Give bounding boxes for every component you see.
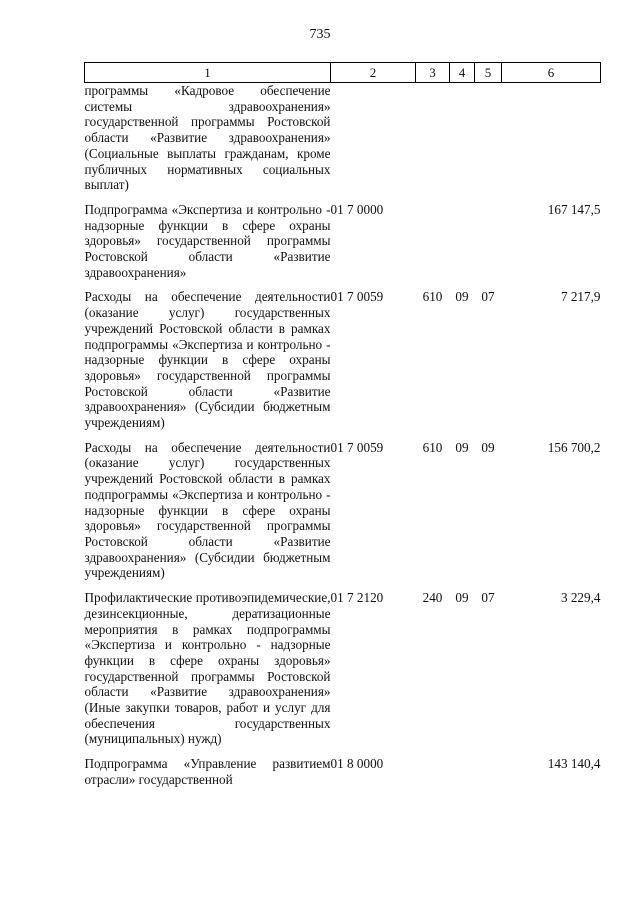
target-code: 01 7 2120	[330, 590, 384, 606]
target-code: 01 7 0059	[330, 289, 384, 305]
item-name: Расходы на обеспечение деятельности (оказание услуг) государственных учреждений Ростовской области в рамках подпрограммы «Экспертиза и контрольно - надзорные функции в сфере охраны здоровья» государственной программы Ростовской области «Развитие здравоохранения» (Субсидии бюджетным учреждениям)	[84, 439, 331, 581]
page-number: 735	[309, 27, 331, 42]
item-name: Профилактические противоэпидемические, дезинсекционные, дератизационные мероприятия в рамках подпрограммы «Экспертиза и контрольно - надзорные функции в сфере охраны здоровья» государственной программы Ростовской области «Развитие здравоохранения» (Иные закупки товаров, работ и услуг для обеспечения государственных (муниципальных) нужд)	[84, 590, 331, 747]
expense-type	[416, 83, 450, 202]
amount: 143 140,4	[547, 756, 601, 772]
amount: 167 147,5	[547, 201, 601, 217]
subsection-code	[475, 83, 502, 202]
expense-type	[416, 756, 450, 796]
header-row	[85, 63, 601, 83]
column-header: 1	[85, 63, 331, 83]
subsection-code: 09	[481, 439, 495, 455]
column-header: 5	[475, 63, 502, 83]
expense-type: 610	[422, 439, 443, 455]
budget-table	[84, 62, 601, 797]
table-row	[85, 756, 601, 796]
table-row	[85, 202, 601, 290]
amount	[502, 83, 601, 202]
expense-type: 240	[422, 590, 443, 606]
item-name: Подпрограмма «Экспертиза и контрольно - надзорные функции в сфере охраны здоровья» государственной программы Ростовской области «Развитие здравоохранения»	[84, 201, 331, 280]
section-code: 09	[455, 289, 469, 305]
section-code	[450, 202, 475, 290]
amount: 7 217,9	[560, 289, 601, 305]
table-row	[85, 83, 601, 202]
table-row	[85, 590, 601, 756]
target-code: 01 7 0000	[330, 201, 384, 217]
table-row	[85, 289, 601, 439]
column-header: 3	[416, 63, 450, 83]
item-name: Подпрограмма «Управление развитием отрасли» государственной	[84, 756, 331, 787]
section-code: 09	[455, 439, 469, 455]
column-header: 6	[502, 63, 601, 83]
amount: 156 700,2	[547, 439, 601, 455]
subsection-code: 07	[481, 590, 495, 606]
subsection-code: 07	[481, 289, 495, 305]
subsection-code	[475, 756, 502, 796]
section-code: 09	[455, 590, 469, 606]
section-code	[450, 83, 475, 202]
item-name: программы «Кадровое обеспечение системы здравоохранения» государственной программы Ростовской области «Развитие здравоохранения» (Социальные выплаты гражданам, кроме публичных нормативных социальных выплат)	[84, 83, 331, 193]
target-code: 01 7 0059	[330, 439, 384, 455]
amount: 3 229,4	[560, 590, 601, 606]
target-code	[331, 83, 416, 202]
section-code	[450, 756, 475, 796]
column-header: 4	[450, 63, 475, 83]
subsection-code	[475, 202, 502, 290]
expense-type	[416, 202, 450, 290]
expense-type: 610	[422, 289, 443, 305]
column-header: 2	[331, 63, 416, 83]
item-name: Расходы на обеспечение деятельности (оказание услуг) государственных учреждений Ростовской области в рамках подпрограммы «Экспертиза и контрольно - надзорные функции в сфере охраны здоровья» государственной программы Ростовской области «Развитие здравоохранения» (Субсидии бюджетным учреждениям)	[84, 289, 331, 431]
table-row	[85, 440, 601, 590]
target-code: 01 8 0000	[330, 756, 384, 772]
